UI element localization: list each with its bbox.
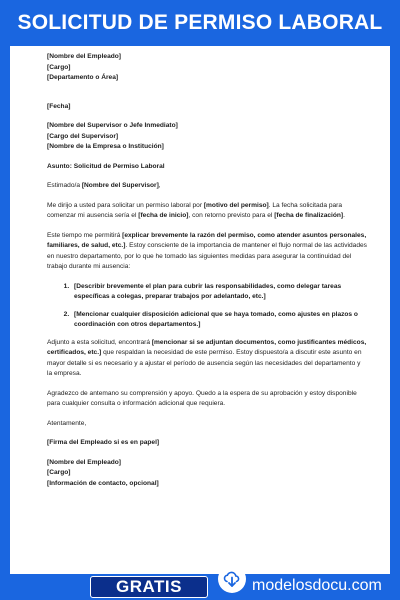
recipient-position: [Cargo del Supervisor] [47, 132, 119, 140]
date-field: [Fecha] [47, 102, 71, 110]
p3-text-2: que respaldan la necesidad de este permiso. Estoy dispuesto/a a discutir este asunto en mayor detalle si es necesario y a ajustar el período de ausencia según las necesidades del departamento y la empresa. [47, 349, 362, 377]
measures-list [47, 282, 367, 331]
closing: Atentamente, [47, 419, 87, 427]
sender-block [47, 52, 367, 84]
footer-bar [0, 574, 400, 600]
p1-reason: [motivo del permiso] [203, 201, 269, 209]
sender-name: [Nombre del Empleado] [47, 53, 122, 60]
signature-field: [Firma del Empleado si es en papel] [47, 439, 160, 446]
greeting [47, 181, 367, 192]
p1-text-4: . [343, 212, 345, 219]
sender-position: [Cargo] [47, 63, 71, 71]
list-item: 2. [Mencionar cualquier disposición adicional que se haya tomado, como ajustes en plazos o coordinación con otros departamentos.] [71, 310, 367, 331]
p3-documents: [mencionar si se adjuntan documentos, como justificantes médicos, certificados, etc.] [47, 338, 367, 356]
site-link[interactable]: modelosdocu.com [252, 577, 382, 594]
letter-body [47, 52, 367, 489]
signer-name: [Nombre del Empleado] [47, 458, 122, 466]
recipient-name: [Nombre del Supervisor o Jefe Inmediato] [47, 122, 178, 129]
greeting-name: [Nombre del Supervisor] [81, 182, 159, 189]
p1-text-3: , con retorno previsto para el [188, 212, 275, 219]
cloud-download-icon-svg [222, 569, 242, 589]
paragraph-reason [47, 231, 367, 273]
list-item: 1. [Describir brevemente el plan para cubrir las responsabilidades, como delegar tareas específicas a colegas, preparar trabajos por adelantado, etc.] [71, 282, 367, 303]
p1-text-1: Me dirijo a usted para solicitar un permiso laboral por [47, 201, 204, 209]
paragraph-thanks: Agradezco de antemano su comprensión y apoyo. Quedo a la espera de su aprobación y estoy disponible para cualquier consulta o información adicional que requiera. [47, 389, 357, 407]
signer-position: [Cargo] [47, 469, 71, 476]
p2-explanation: [explicar brevemente la razón del permiso, como atender asuntos personales, familiares, de salud, etc.] [47, 231, 367, 249]
p1-end-date: [fecha de finalización] [274, 212, 344, 219]
recipient-block [47, 121, 367, 153]
subject-line: Asunto: Solicitud de Permiso Laboral [47, 162, 165, 170]
p3-text-1: Adjunto a esta solicitud, encontrará [47, 338, 152, 346]
document-page [10, 46, 390, 574]
signature-block [47, 458, 367, 490]
greeting-text: Estimado/a [47, 182, 82, 189]
p2-text-2: . Estoy consciente de la importancia de mantener el flujo normal de las actividades en nuestro departamento, por lo que he tomado las siguientes medidas para asegurar la continuidad del trabajo durante mi ausencia: [47, 242, 367, 270]
signer-contact: [Información de contacto, opcional] [47, 479, 159, 487]
greeting-comma: , [158, 182, 161, 189]
sender-department: [Departamento o Área] [47, 74, 119, 81]
gratis-button[interactable] [90, 576, 208, 598]
p2-text-1: Este tiempo me permitirá [47, 231, 123, 239]
header-banner [0, 0, 400, 46]
gratis-label: GRATIS [116, 577, 182, 596]
paragraph-request [47, 201, 367, 222]
p1-text-2: . La fecha solicitada para comenzar mi ausencia sería el [47, 201, 343, 219]
p1-start-date: [fecha de inicio] [138, 212, 189, 219]
page-title: SOLICITUD DE PERMISO LABORAL [17, 11, 383, 34]
cloud-download-icon[interactable] [218, 565, 246, 593]
recipient-company: [Nombre de la Empresa o Institución] [47, 143, 164, 150]
paragraph-attachments [47, 338, 367, 380]
